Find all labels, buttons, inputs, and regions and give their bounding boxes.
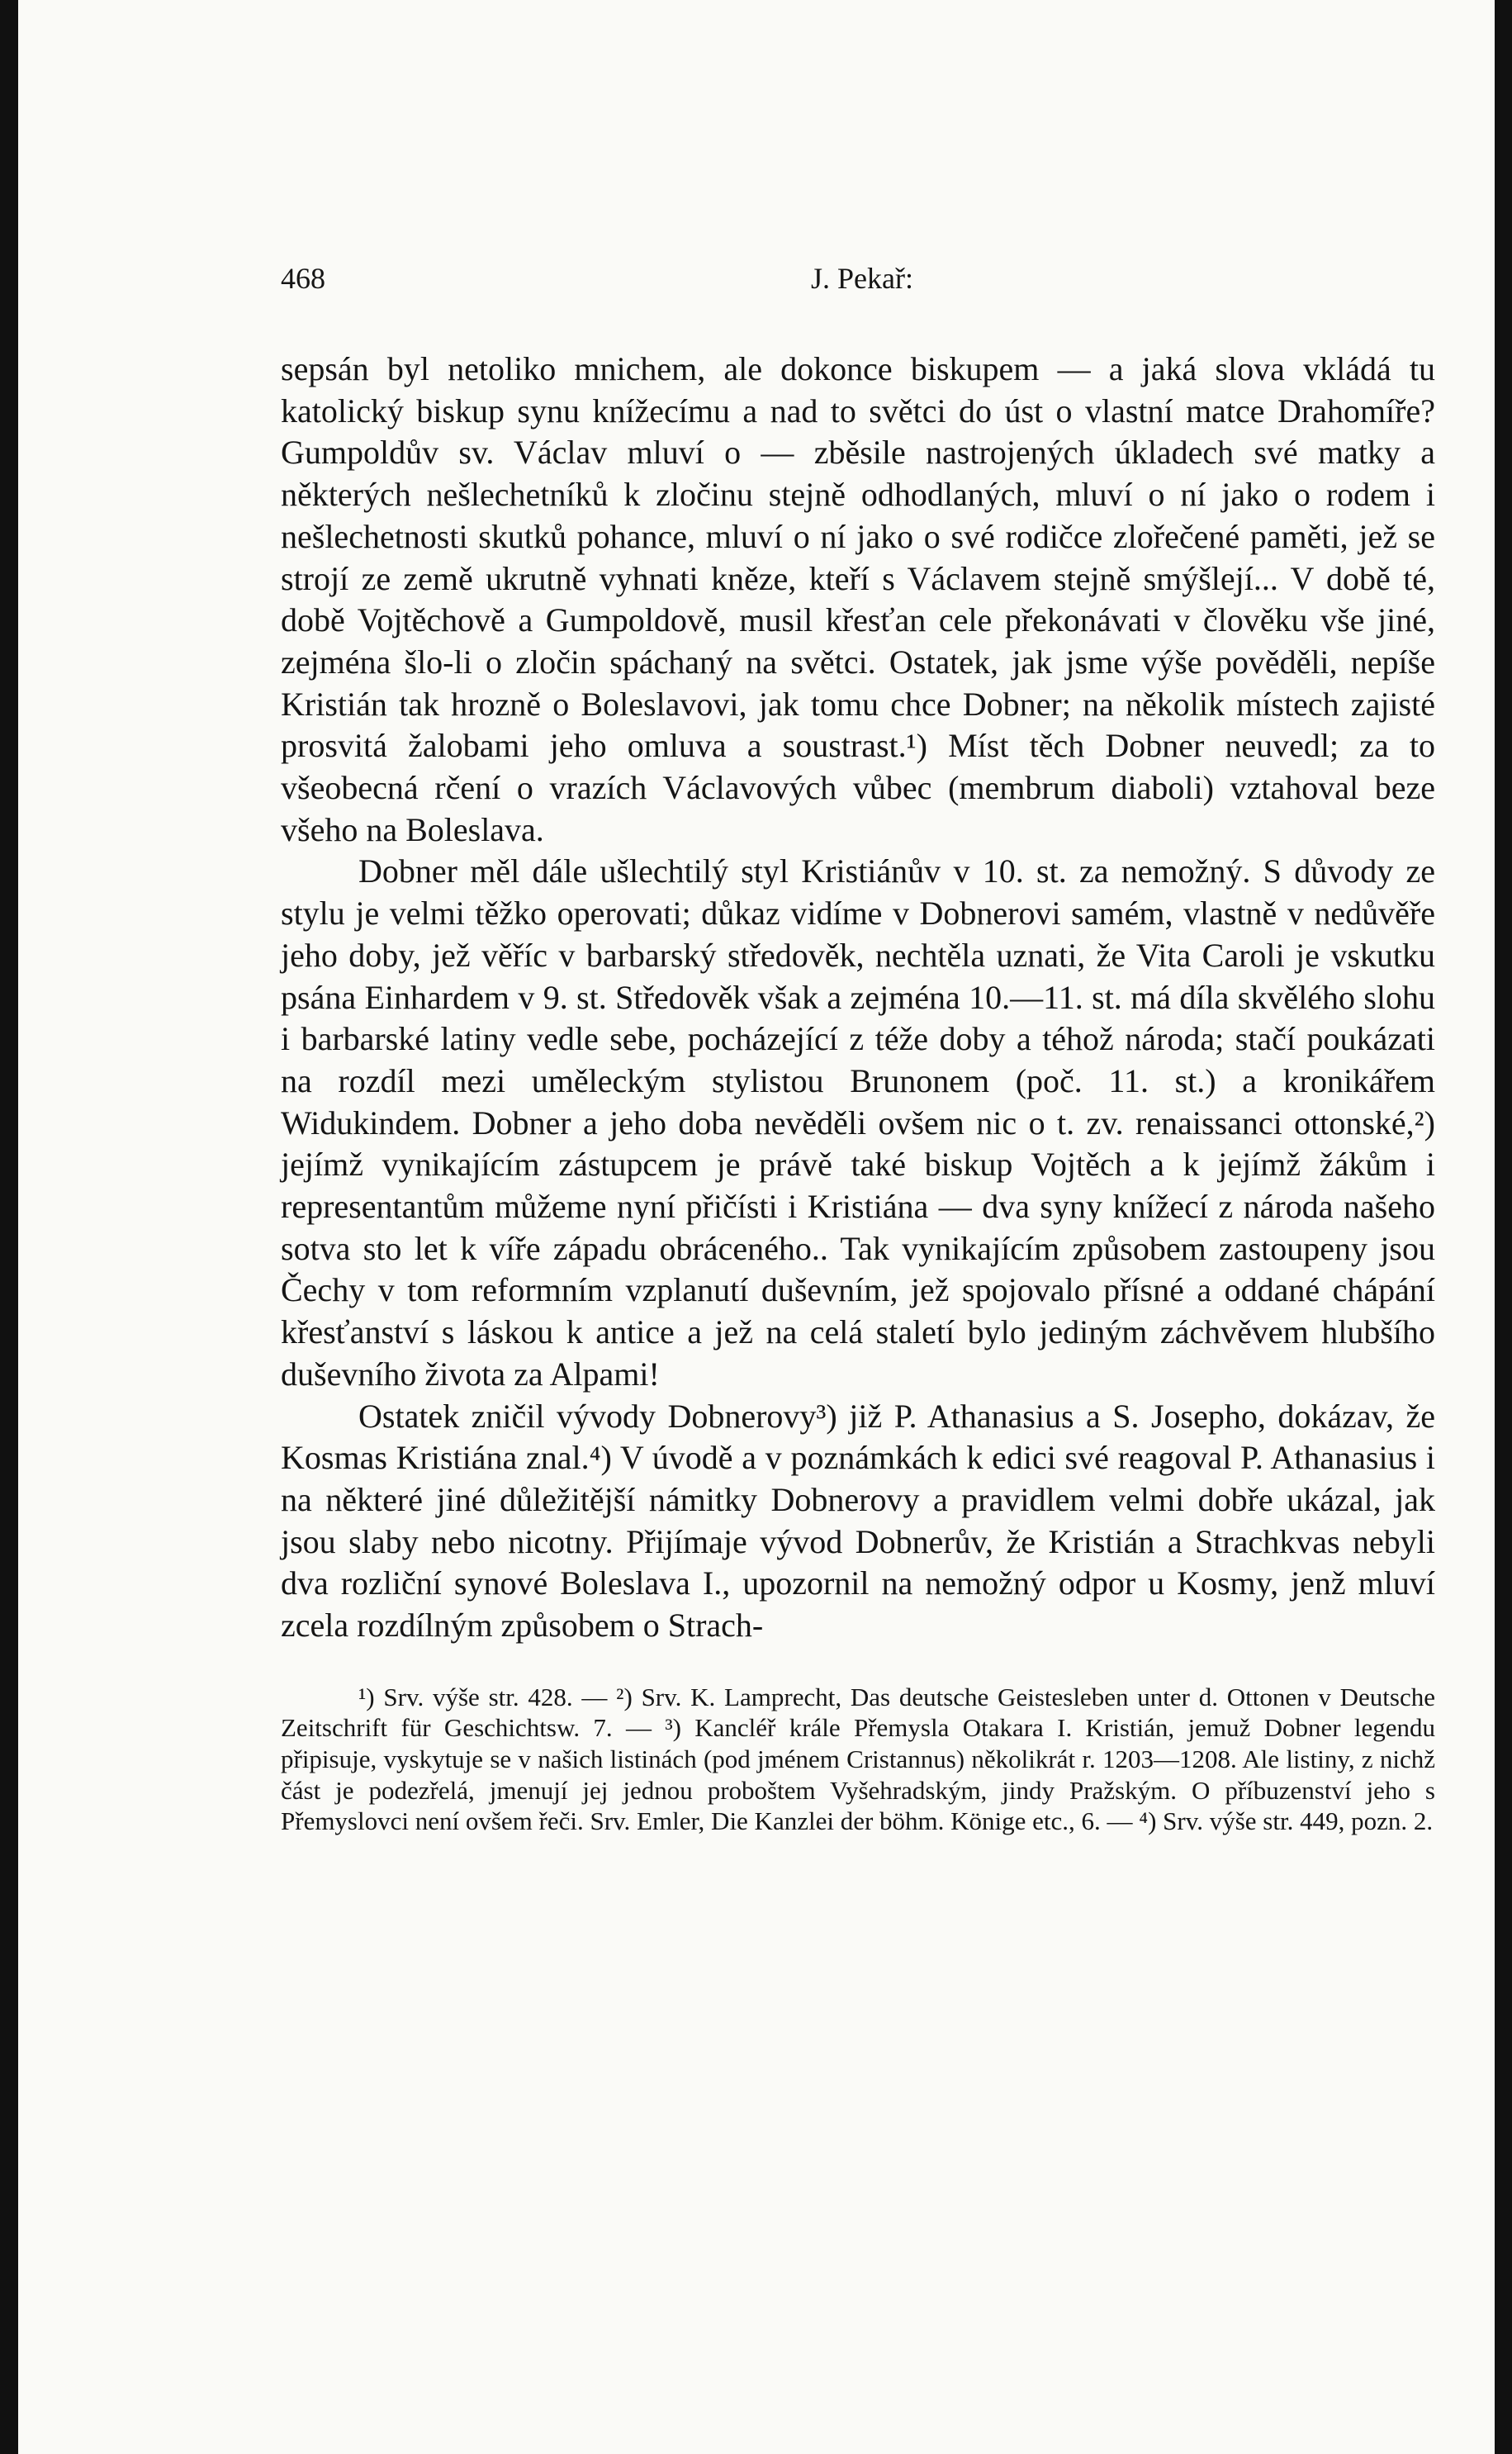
scan-border <box>1495 0 1512 2454</box>
scanned-page <box>18 0 1495 2454</box>
body-text <box>281 349 1435 1647</box>
footnote-text: ¹) Srv. výše str. 428. — ²) Srv. K. Lamprecht, Das deutsche Geistesleben unter d. Ottonen v Deutsche Zeitschrift für Geschichtsw. 7. — ³) Kancléř krále Přemysla Otakara I. Kristián, jemuž Dobner legendu připisuje, vyskytuje se v našich listinách (pod jménem Cristannus) několikrát r. 1203—1208. Ale listiny, z nichž část je podezřelá, jmenují jej jednou proboštem Vyšehradským, jindy Pražským. O příbuzenství jeho s Přemyslovci není ovšem řeči. Srv. Emler, Die Kanzlei der böhm. Könige etc., 6. — ⁴) Srv. výše str. 449, pozn. 2. <box>281 1682 1435 1836</box>
running-head: J. Pekař: <box>811 262 913 295</box>
footnotes <box>281 1682 1435 1837</box>
paragraph: Dobner měl dále ušlechtilý styl Kristiánův v 10. st. za nemožný. S důvody ze stylu je velmi těžko operovati; důkaz vidíme v Dobnerovi samém, vlastně v nedůvěře jeho doby, jež věříc v barbarský středověk, nechtěla uznati, že Vita Caroli je vskutku psána Einhardem v 9. st. Středověk však a zejména 10.—11. st. má díla skvělého slohu i barbarské latiny vedle sebe, pocházející z téže doby a téhož národa; stačí poukázati na rozdíl mezi uměleckým stylistou Brunonem (poč. 11. st.) a kronikářem Widukindem. Dobner a jeho doba nevěděli ovšem nic o t. zv. renaissanci ottonské,²) jejímž vynikajícím zástupcem je právě také biskup Vojtěch a k jejímž žákům i representantům můžeme nyní přičísti i Kristiána — dva syny knížecí z národa našeho sotva sto let k víře západu obráceného.. Tak vynikajícím způsobem zastoupeny jsou Čechy v tom reformním vzplanutí duševním, jež spojovalo přísné a oddané chápání křesťanství s láskou k antice a jež na celá staletí bylo jediným záchvěvem hlubšího duševního života za Alpami! <box>281 852 1435 1393</box>
page-header <box>281 261 1435 304</box>
paragraph: sepsán byl netoliko mnichem, ale dokonce biskupem — a jaká slova vkládá tu katolický biskup synu knížecímu a nad to světci do úst o vlastní matce Drahomíře? Gumpoldův sv. Václav mluví o — zběsile nastrojených úkladech své matky a některých nešlechetníků k zločinu stejně odhodlaných, mluví o ní jako o rodem i nešlechetnosti skutků pohance, mluví o ní jako o své rodičce zlořečené paměti, jež se strojí ze země ukrutně vyhnati kněze, kteří s Václavem stejně smýšlejí... V době té, době Vojtěchově a Gumpoldově, musil křesťan cele překonávati v člověku vše jiné, zejména šlo-li o zločin spáchaný na světci. Ostatek, jak jsme výše pověděli, nepíše Kristián tak hrozně o Boleslavovi, jak tomu chce Dobner; na několik místech zajisté prosvitá žalobami jeho omluva a soustrast.¹) Míst těch Dobner neuvedl; za to všeobecná rčení o vrazích Václavových vůbec (membrum diaboli) vztahoval beze všeho na Boleslava. <box>281 350 1435 848</box>
page-number: 468 <box>281 262 325 295</box>
page-content <box>281 261 1435 1837</box>
paragraph: Ostatek zničil vývody Dobnerovy³) již P. Athanasius a S. Josepho, dokázav, že Kosmas Kristiána znal.⁴) V úvodě a v poznámkách k edici své reagoval P. Athanasius i na některé jiné důležitější námitky Dobnerovy a pravidlem velmi dobře ukázal, jak jsou slaby nebo nicotny. Přijímaje vývod Dobnerův, že Kristián a Strachkvas nebyli dva rozliční synové Boleslava I., upozornil na nemožný odpor u Kosmy, jenž mluví zcela rozdílným způsobem o Strach- <box>281 1397 1435 1645</box>
